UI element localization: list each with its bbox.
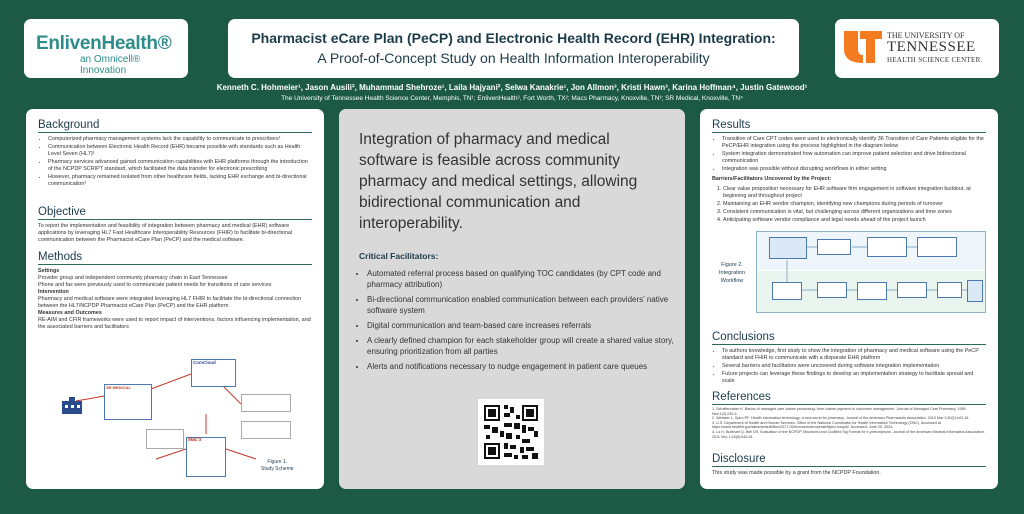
results-bullet: • System integration demonstrated how automation can improve patient selection and drive bidirectional communication: [722, 151, 986, 165]
ut-logo-card: [835, 19, 999, 78]
figure-1-caption: [261, 459, 294, 473]
omnicell-tagline: an Omnicell® Innovation: [80, 54, 141, 76]
intervention-text: Pharmacy and medical software were integrated leveraging HL7 FHIR to facilitate the bi-directional connection between the HL7/NCPDP Pharmacist eCare Plan (PeCP) and the EHR platform: [38, 296, 302, 309]
settings-label: Settings: [38, 268, 60, 274]
disclosure-text: This study was made possible by a grant from the NCPDP Foundation.: [712, 470, 881, 476]
workflow-step: [867, 237, 907, 257]
workflow-step: [857, 282, 887, 300]
background-heading: Background: [38, 119, 312, 133]
methods-section: [38, 251, 312, 331]
hospital-icon: [61, 397, 83, 415]
barrier-item: 2. Maintaining an EHR vendor champion, identifying new champions during periods of turnover: [723, 201, 986, 208]
intervention-label: Intervention: [38, 289, 69, 295]
settings-text: Provider group and independent community pharmacy chain in East Tennessee: [38, 275, 228, 281]
scheme-step-box: [241, 394, 291, 412]
workflow-step: [937, 282, 962, 298]
reference-item: 2. Webster L, Spiro RF. Health information technology: a new world for pharmacy. Journal of the American Pharmacists Association. 2010 Mar 1;50(2):e20-34.: [712, 416, 970, 421]
integration-workflow-figure: [712, 231, 986, 313]
conclusion-bullet: • Future projects can leverage these findings to develop an implementation strategy to facilitate spread and scale: [722, 371, 986, 385]
barrier-item: 1. Clear value proposition necessary for EHR software firm engagement in software integration buildout, at beginning and throughout project: [723, 186, 986, 200]
enlivenhealth-logo-card: [24, 19, 188, 78]
conclusions-section: [712, 331, 986, 386]
facilitator-item: • Automated referral process based on qualifying TOC candidates (by CPT code and pharmacy attribution): [367, 268, 685, 290]
disclosure-section: [712, 453, 986, 477]
reference-item: 1. Schaffenrader K. Basics of managed care claims processing: from claims payment to outcomes management. Journal of Managed Care Pharmacy. 1995 Nov;1(3):230-5.: [712, 407, 966, 416]
main-finding: Integration of pharmacy and medical software is feasible across community pharmacy and medical settings, allowing bidirectional communication and interoperability.: [359, 131, 638, 232]
settings-text-2: Phone and fax were previously used to communicate patient needs for transitions of care services: [38, 282, 272, 288]
objective-text: To report the implementation and feasibility of integration between pharmacy and medical (EHR) software applications by leveraging HL7 Fast Healthcare Interoperability Resources (FHIR) to facilitate bi-directional communication between the Pharmacist eCare Plan (PeCP) and the medical software.: [38, 223, 293, 243]
macs-label: Mac's: [188, 437, 202, 443]
left-column: [26, 109, 324, 489]
comcloud-label: ComCloud: [193, 360, 216, 365]
barrier-item: 4. Anticipating software vendor compliance and legal needs ahead of the project launch: [723, 217, 986, 224]
reference-item: 3. U.S. Department of Health and Human Services. Office of the National Coordinator for Health Information Technology (ONC). Accessed at https://www.healthit.gov/sites/default/files/2017-09/ehrvsecinteroperabilityfor-hospit2. Accessed: June 29, 2024.: [712, 420, 942, 430]
workflow-step: [897, 282, 927, 298]
reference-item: 4. Lo H, Burkhart Q, Bell DS. Evaluation of the NCPDP Structured and Codified Sig Format for e-prescriptions. Journal of the American Medical Informatics Association. 2011 Sep 1;18(5):645-51.: [712, 429, 986, 439]
background-bullet: • However, pharmacy remained isolated from other healthcare fields, lacking EHR exchange and bi-directional communication³: [48, 174, 312, 188]
enlivenhealth-logo: EnlivenHealth®: [36, 33, 172, 54]
facilitator-item: • Digital communication and team-based care increases referrals: [367, 320, 685, 331]
objective-section: [38, 206, 312, 244]
figure-1-label: Figure 1.: [267, 459, 288, 465]
scheme-step-box: [146, 429, 184, 449]
poster-subtitle: A Proof-of-Concept Study on Health Information Interoperability: [317, 50, 710, 66]
workflow-step: [769, 237, 807, 259]
references-list: [712, 407, 986, 439]
background-bullet: • Communication between Electronic Health Record (EHR) became possible with standards such as Health Level Seven (HL7)²: [48, 144, 312, 158]
workflow-step: [772, 282, 802, 300]
disclosure-heading: Disclosure: [712, 453, 986, 467]
results-bullet: • Integration was possible without disrupting workflows in either setting: [722, 166, 986, 173]
conclusion-bullet: • Several barriers and facilitators were uncovered during software integration implementation: [722, 363, 986, 370]
qr-code-icon: [478, 399, 544, 465]
sr-medical-box: [104, 384, 152, 420]
comcloud-box: [191, 359, 236, 387]
workflow-step: [917, 237, 957, 257]
workflow-step: [967, 280, 983, 302]
critical-facilitators-title: Critical Facilitators:: [359, 251, 439, 261]
background-bullet: • Pharmacy services advanced gained communication capabilities with EHR platforms through the introduction of the NCPDP SCRIPT standard, which facilitated the data transfer for electronic prescribing: [48, 159, 312, 173]
conclusion-bullet: • To authors knowledge, first study to show the integration of pharmacy and medical software using the PeCP standard and FHIR to communicate with a disparate EHR platform: [722, 348, 986, 362]
authors: Kenneth C. Hohmeier¹, Jason Ausili², Muhammad Shehroze¹, Laila Hajyani², Selwa Kanakrie¹, Jon Allmon³, Kristi Hawn³, Karina Hoffman⁴, Justin Gatewood¹: [216, 83, 808, 92]
results-bullet: • Transition of Care CPT codes were used to electronically identify 36 Transition of Care Patients eligible for the PeCP/EHR integration using the process highlighted in the diagram below: [722, 136, 986, 150]
measures-text: RE-AIM and CFIR frameworks were used to report impact of interventions, factors influencing implementation, and the associated barriers and facilitators: [38, 317, 311, 330]
conclusions-heading: Conclusions: [712, 331, 986, 345]
references-heading: References: [712, 391, 986, 405]
workflow-swimlane: [756, 231, 986, 313]
right-column: [700, 109, 998, 489]
critical-facilitators-list: [357, 268, 685, 376]
facilitator-item: • A clearly defined champion for each stakeholder group will create a shared value story, ensuring prioritization from all parties: [367, 335, 685, 357]
qr-code[interactable]: [478, 399, 544, 465]
workflow-step: [817, 239, 851, 255]
affiliations: The University of Tennessee Health Science Center, Memphis, TN¹; EnlivenHealth², Fort Worth, TX²; Macs Pharmacy, Knoxville, TN³; SR Medical, Knoxville, TN⁴: [281, 95, 743, 102]
background-bullet: • Computerized pharmacy management systems lack the capability to communicate to prescribers¹: [48, 136, 312, 143]
workflow-step: [817, 282, 847, 298]
facilitator-item: • Bi-directional communication enabled communication between each providers' native software system: [367, 294, 685, 316]
references-section: [712, 391, 986, 439]
macs-box: [186, 437, 226, 477]
study-scheme-diagram: [56, 359, 306, 484]
measures-label: Measures and Outcomes: [38, 310, 102, 316]
ut-line1: THE UNIVERSITY OF: [887, 31, 965, 40]
background-section: [38, 119, 312, 189]
barriers-title: Barriers/Facilitators Uncovered by the Project:: [712, 176, 832, 182]
barrier-item: 3. Consistent communication is vital, but challenging across different organizations and time zones: [723, 209, 986, 216]
methods-heading: Methods: [38, 251, 312, 265]
facilitator-item: • Alerts and notifications necessary to nudge engagement in patient care queues: [367, 361, 685, 372]
sr-medical-label: SR MEDICAL: [106, 385, 131, 390]
title-card: [228, 19, 799, 78]
objective-heading: Objective: [38, 206, 312, 220]
ut-line3: HEALTH SCIENCE CENTER.: [887, 56, 983, 64]
figure-1-title: Study Scheme: [261, 466, 294, 472]
ut-line2: TENNESSEE: [887, 39, 976, 55]
middle-column: [339, 109, 685, 489]
ut-logo-icon: [844, 31, 882, 63]
poster-title: Pharmacist eCare Plan (PeCP) and Electronic Health Record (EHR) Integration:: [251, 30, 776, 46]
results-heading: Results: [712, 119, 986, 133]
figure-2-caption: Figure 2. Integration Workflow: [719, 262, 745, 284]
scheme-step-box: [241, 421, 291, 439]
results-section: [712, 119, 986, 225]
